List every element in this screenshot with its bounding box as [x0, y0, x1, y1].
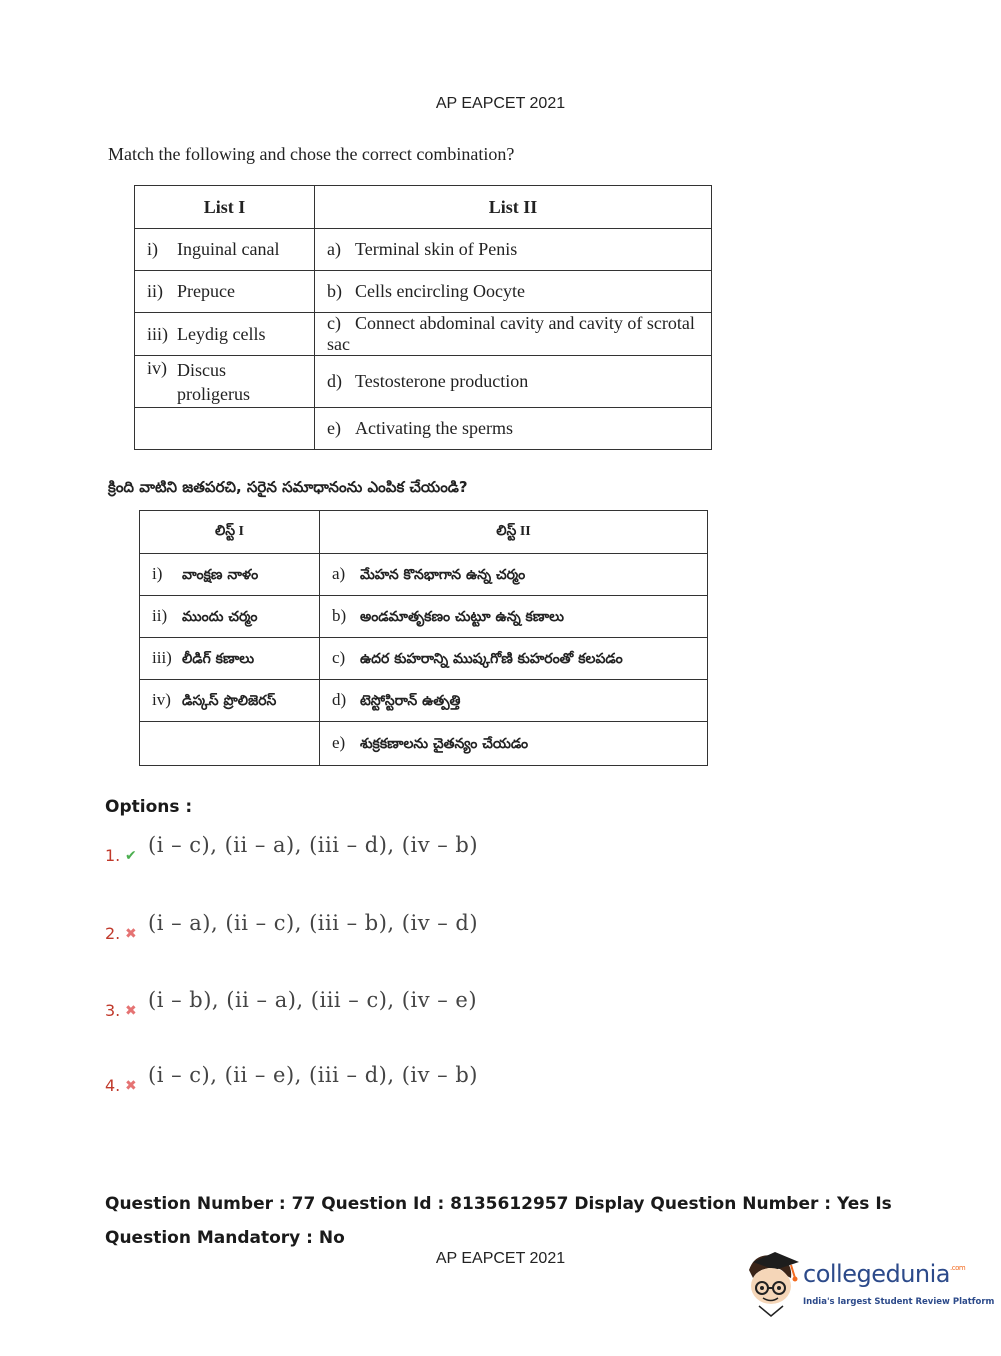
table-row: [135, 229, 712, 271]
row-letter: c): [332, 647, 346, 667]
row-number: iii): [152, 647, 172, 667]
row-letter: d): [327, 371, 342, 391]
table-row: [135, 271, 712, 313]
row-letter: e): [332, 732, 346, 752]
list-2-item: Connect abdominal cavity and cavity of scrotal sac: [327, 313, 695, 354]
question-metadata: Question Number : 77 Question Id : 8135612957 Display Question Number : Yes Is Question Mandatory : No: [105, 1194, 892, 1248]
row-letter: e): [327, 418, 341, 438]
row-number: iii): [147, 323, 168, 344]
question-text-telugu: క్రింది వాటిని జతపరచి, సరైన సమాధానంను ఎంపిక చేయండి?: [108, 478, 468, 496]
row-letter: a): [332, 563, 346, 583]
row-letter: a): [327, 239, 341, 259]
match-table-english: [134, 185, 712, 450]
collegedunia-logo[interactable]: [741, 1248, 995, 1318]
cross-icon: ✖: [125, 1078, 137, 1094]
option-text: (i – b), (ii – a), (iii – c), (iv – e): [148, 988, 478, 1012]
question-text-english: Match the following and chose the correct combination?: [108, 144, 515, 164]
list-2-item: Testosterone production: [355, 371, 529, 391]
row-number: i): [147, 239, 158, 259]
list-1-item: Leydig cells: [177, 323, 266, 344]
row-number: ii): [147, 281, 163, 301]
option-4[interactable]: [105, 1063, 478, 1096]
table-row: [140, 596, 708, 638]
list-2-item: ఉదర కుహరాన్ని ముష్కగోణి కుహరంతో కలపడం: [360, 650, 623, 667]
row-letter: d): [332, 689, 347, 709]
list-2-item: అండమాతృకణం చుట్టూ ఉన్న కణాలు: [360, 608, 564, 625]
row-letter: c): [327, 313, 341, 333]
option-number: 4.: [105, 1076, 121, 1095]
list-1-item: Inguinal canal: [177, 239, 280, 259]
table-row: [140, 680, 708, 722]
option-text: (i – c), (ii – a), (iii – d), (iv – b): [148, 833, 479, 857]
page-footer-title: AP EAPCET 2021: [435, 1250, 566, 1267]
table-row: [140, 722, 708, 766]
table-row: [135, 356, 712, 408]
cross-icon: ✖: [125, 1003, 137, 1019]
option-3[interactable]: [105, 988, 478, 1021]
table-header-list-1: లిస్ట్ I: [140, 511, 320, 554]
option-number: 2.: [105, 924, 121, 943]
table-row: [135, 408, 712, 450]
list-1-item: Prepuce: [177, 281, 235, 301]
table-header-list-2: లిస్ట్ II: [320, 511, 708, 554]
table-header-list-1: List I: [135, 186, 315, 229]
options-label: Options :: [105, 797, 193, 817]
option-1[interactable]: [105, 833, 479, 866]
list-2-item: టెస్టోస్టిరాన్ ఉత్పత్తి: [360, 692, 461, 709]
list-1-item: వాంక్షణ నాళం: [182, 566, 259, 583]
list-2-item: మేహన కొనభాగాన ఉన్న చర్మం: [360, 566, 526, 583]
row-letter: b): [327, 281, 342, 301]
row-letter: b): [332, 605, 347, 625]
option-text: (i – a), (ii – c), (iii – b), (iv – d): [148, 911, 479, 935]
option-text: (i – c), (ii – e), (iii – d), (iv – b): [148, 1063, 478, 1087]
list-2-item: Cells encircling Oocyte: [355, 281, 525, 301]
cross-icon: ✖: [125, 926, 137, 942]
option-number: 3.: [105, 1001, 121, 1020]
list-1-item: లీడిగ్ కణాలు: [182, 650, 255, 667]
page-header-title: AP EAPCET 2021: [435, 95, 566, 112]
table-row: [140, 554, 708, 596]
list-2-item: Terminal skin of Penis: [355, 239, 518, 259]
table-row: [140, 638, 708, 680]
check-icon: ✔: [125, 848, 137, 864]
list-1-item: ముందు చర్మం: [182, 608, 258, 625]
list-1-item: Discus proligerus: [177, 359, 250, 404]
logo-tagline: India's largest Student Review Platform: [803, 1297, 995, 1307]
list-2-item: Activating the sperms: [355, 418, 513, 438]
row-number: iv): [152, 689, 171, 709]
list-1-item: డిస్కస్ ప్రొలిజెరస్: [182, 692, 277, 709]
row-number: iv): [147, 357, 167, 378]
table-row: [135, 313, 712, 356]
student-mascot-icon: [741, 1248, 801, 1318]
table-header-list-2: List II: [315, 186, 712, 229]
match-table-telugu: [139, 510, 708, 766]
row-number: i): [152, 563, 163, 583]
list-2-item: శుక్రకణాలను చైతన్యం చేయడం: [360, 735, 529, 752]
logo-wordmark: collegedunia$^{.com}$: [803, 1260, 966, 1288]
option-2[interactable]: [105, 911, 479, 944]
row-number: ii): [152, 605, 168, 625]
option-number: 1.: [105, 846, 121, 865]
